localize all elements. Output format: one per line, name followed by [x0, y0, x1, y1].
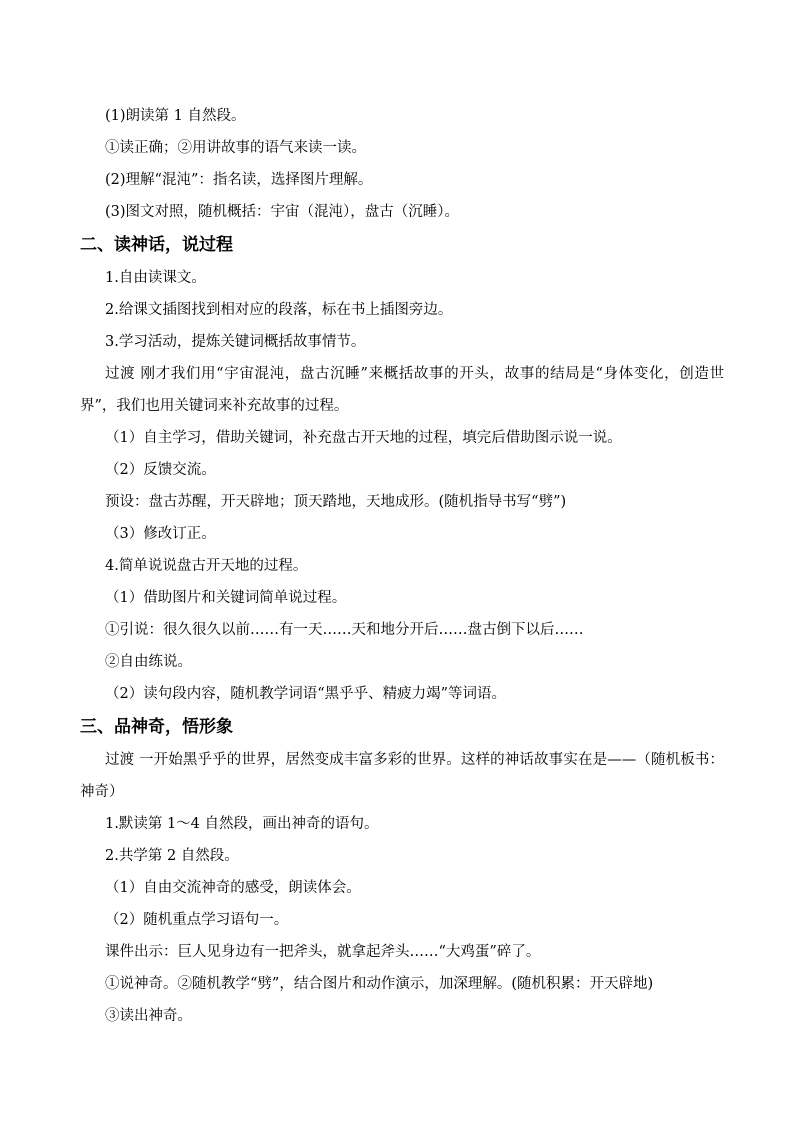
section-3-point-2: ③读出神奇。 — [105, 1008, 192, 1024]
section-2-sub-4: （1）借助图片和关键词简单说过程。 — [105, 590, 347, 606]
section-3-transition — [80, 744, 724, 808]
intro-line-2: ①读正确；②用讲故事的语气来读一读。 — [105, 140, 366, 156]
section-3-transition-text: 过渡 一开始黑乎乎的世界，居然变成丰富多彩的世界。这样的神话故事实在是——（随机板书：神奇） — [80, 752, 724, 800]
section-2-step-2: 2.给课文插图找到相对应的段落，标在书上插图旁边。 — [105, 302, 453, 318]
section-2-step-4: 4.简单说说盘古开天地的过程。 — [105, 558, 308, 574]
section-2-transition-text: 过渡 刚才我们用“宇宙混沌，盘古沉睡”来概括故事的开头，故事的结局是“身体变化，创造世界”，我们也用关键词来补充故事的过程。 — [80, 366, 724, 414]
section-2-free-practice: ②自由练说。 — [105, 654, 192, 670]
section-3-step-1: 1.默读第 1～4 自然段，画出神奇的语句。 — [105, 816, 379, 832]
section-2-step-3: 3.学习活动，提炼关键词概括故事情节。 — [105, 334, 366, 350]
section-2-transition — [80, 358, 724, 422]
section-3-sub-1: （1）自由交流神奇的感受，朗读体会。 — [105, 880, 361, 896]
section-2-sub-1: （1）自主学习，借助关键词，补充盘古开天地的过程，填完后借助图示说一说。 — [105, 430, 622, 446]
section-2-sub-2: （2）反馈交流。 — [105, 462, 216, 478]
section-3-point-1: ①说神奇。②随机教学“劈”，结合图片和动作演示，加深理解。(随机积累：开天辟地) — [105, 976, 654, 992]
section-2-heading: 二、读神话，说过程 — [80, 235, 233, 255]
section-3-heading: 三、品神奇，悟形象 — [80, 717, 233, 737]
section-3-sub-2: （2）随机重点学习语句一。 — [105, 912, 289, 928]
section-3-step-2: 2.共学第 2 自然段。 — [105, 848, 239, 864]
section-2-preset: 预设：盘古苏醒，开天辟地；顶天踏地，天地成形。(随机指导书写“劈”) — [105, 494, 567, 510]
section-3-courseware: 课件出示：巨人见身边有一把斧头，就拿起斧头……“大鸡蛋”碎了。 — [105, 944, 541, 960]
section-2-guide: ①引说：很久很久以前……有一天……天和地分开后……盘古倒下以后…… — [105, 622, 584, 638]
section-2-sub-3: （3）修改订正。 — [105, 526, 216, 542]
section-2-step-1: 1.自由读课文。 — [105, 270, 206, 286]
intro-line-4: (3)图文对照，随机概括：宇宙（混沌），盘古（沉睡）。 — [105, 204, 460, 220]
section-2-sub-5: （2）读句段内容，随机教学词语“黑乎乎、精疲力竭”等词语。 — [105, 686, 507, 702]
intro-line-3: (2)理解“混沌”：指名读，选择图片理解。 — [105, 172, 373, 188]
intro-line-1: (1)朗读第 1 自然段。 — [105, 108, 246, 124]
